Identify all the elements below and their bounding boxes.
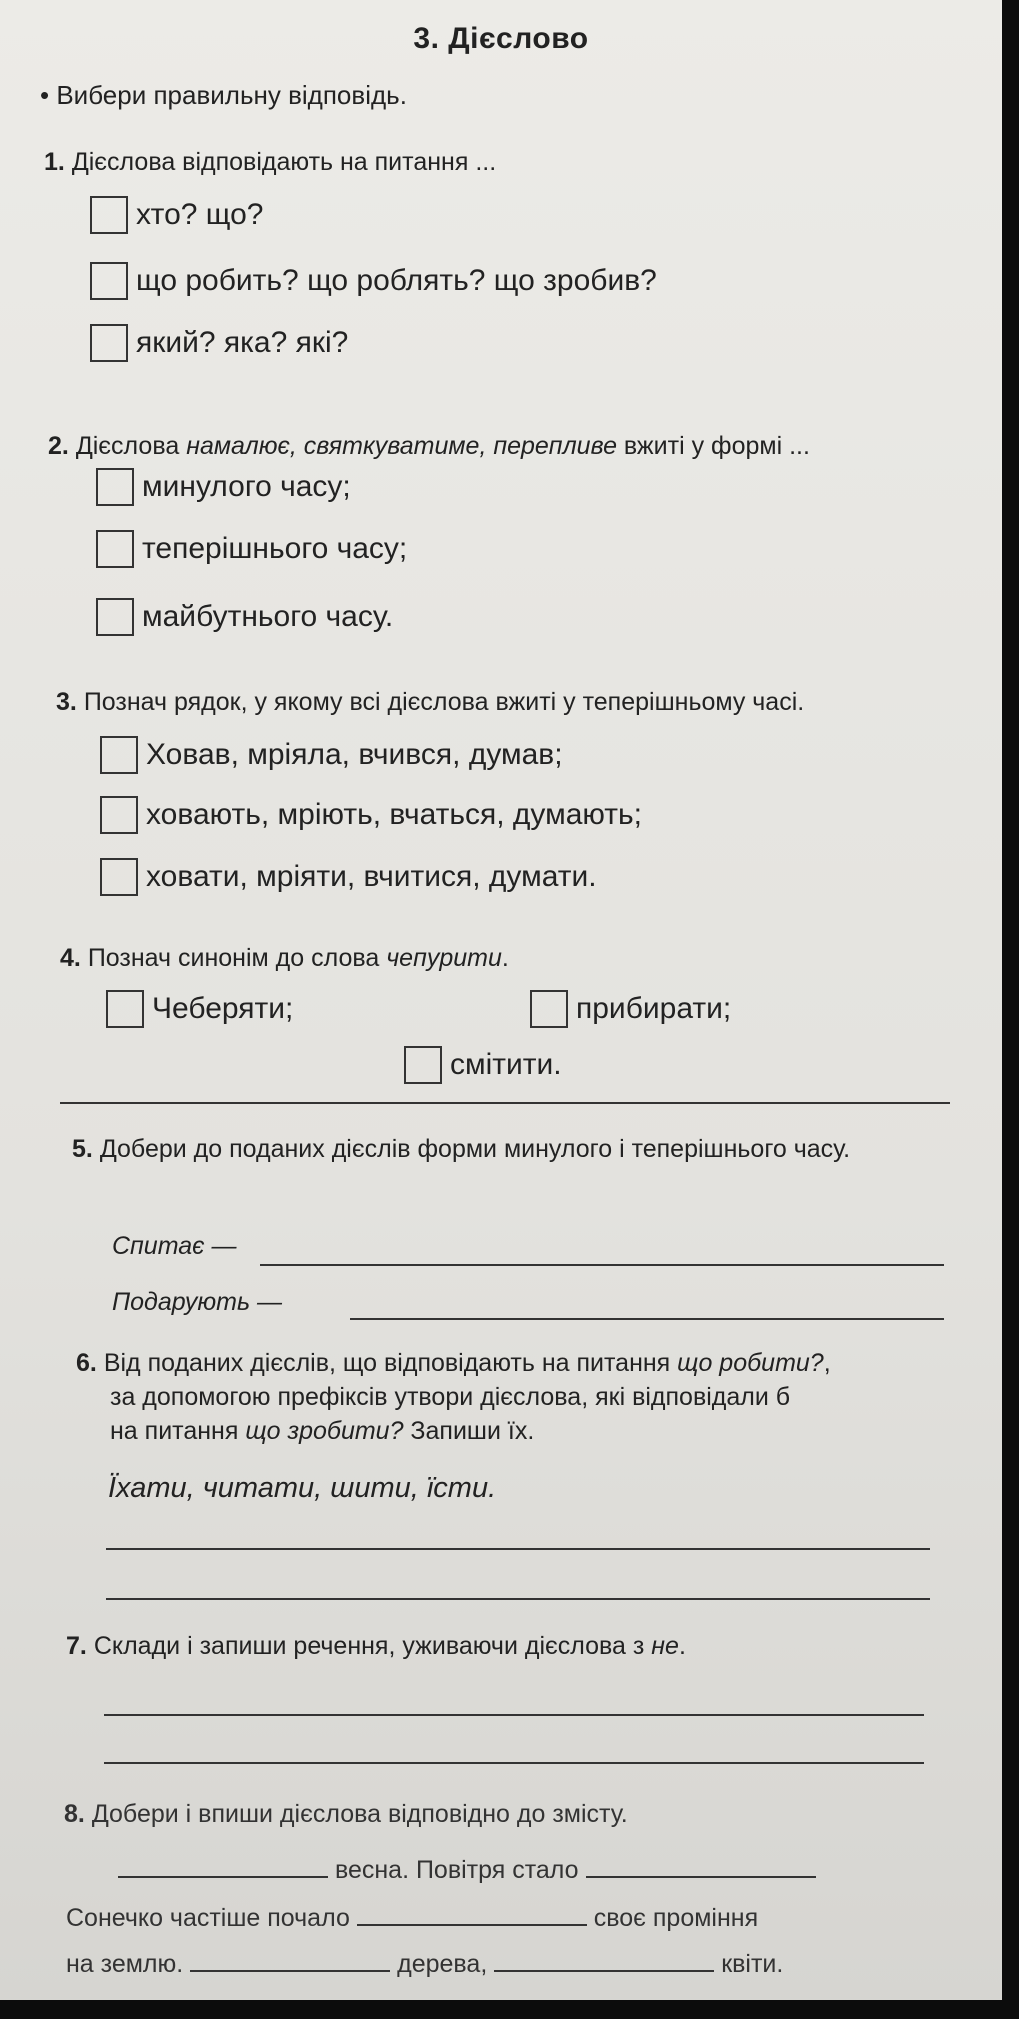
question-7	[66, 1632, 686, 1661]
checkbox[interactable]	[96, 598, 134, 636]
question-text: Добери і впиши дієслова відповідно до змісту.	[91, 1800, 628, 1828]
fill-blank[interactable]	[586, 1856, 816, 1878]
q6-answer-line-1[interactable]	[106, 1548, 930, 1550]
question-emphasis: чепурити	[386, 944, 502, 972]
q1-option-2[interactable]	[90, 262, 657, 300]
question-6	[76, 1346, 956, 1448]
fill-blank[interactable]	[357, 1904, 587, 1926]
question-text: Познач рядок, у якому всі дієслова вжиті у теперішньому часі.	[83, 688, 805, 716]
q2-option-2[interactable]	[96, 530, 407, 568]
question-5	[72, 1132, 952, 1166]
question-text: на питання	[110, 1417, 246, 1445]
q5-answer-line-1[interactable]	[260, 1264, 944, 1266]
checkbox[interactable]	[100, 858, 138, 896]
question-text-line-3	[76, 1414, 956, 1448]
checkbox[interactable]	[96, 530, 134, 568]
option-label: Чеберяти;	[152, 992, 294, 1025]
fill-text: дерева,	[397, 1950, 488, 1978]
option-label: прибирати;	[576, 992, 732, 1025]
q5-item-1: Спитає —	[112, 1232, 237, 1260]
checkbox[interactable]	[90, 196, 128, 234]
fill-text: своє проміння	[593, 1904, 759, 1932]
question-number: 7.	[66, 1632, 87, 1660]
q3-option-1[interactable]	[100, 736, 563, 774]
checkbox[interactable]	[404, 1046, 442, 1084]
option-label: що робить? що роблять? що зробив?	[136, 264, 657, 297]
q4-option-3[interactable]	[404, 1046, 562, 1084]
question-text-end: вжиті у формі ...	[616, 432, 810, 460]
q2-option-1[interactable]	[96, 468, 351, 506]
q6-answer-line-2[interactable]	[106, 1598, 930, 1600]
option-label: теперішнього часу;	[142, 532, 408, 565]
question-emphasis: що зробити?	[245, 1417, 404, 1445]
question-number: 5.	[72, 1135, 93, 1163]
question-8	[64, 1800, 628, 1829]
fill-text: Сонечко частіше почало	[66, 1904, 350, 1932]
question-number: 8.	[64, 1800, 85, 1828]
option-label: який? яка? які?	[136, 326, 349, 359]
option-label: ховати, мріяти, вчитися, думати.	[146, 860, 597, 893]
q1-option-1[interactable]	[90, 196, 264, 234]
q3-option-2[interactable]	[100, 796, 642, 834]
question-text: Дієслова	[75, 432, 187, 460]
option-label: смітити.	[450, 1048, 562, 1081]
question-emphasis: не	[651, 1632, 679, 1660]
question-emphasis: що робити?	[677, 1349, 824, 1377]
question-emphasis: намалює, святкуватиме, перепливе	[186, 432, 617, 460]
question-number: 6.	[76, 1349, 97, 1377]
q8-line-3	[66, 1950, 783, 1979]
dark-edge-bottom	[0, 2000, 1019, 2019]
checkbox[interactable]	[530, 990, 568, 1028]
question-text: Добери до поданих дієслів форми минулого і теперішнього часу.	[99, 1135, 851, 1163]
checkbox[interactable]	[100, 796, 138, 834]
question-number: 2.	[48, 432, 69, 460]
option-label: минулого часу;	[142, 470, 351, 503]
q7-answer-line-1[interactable]	[104, 1714, 924, 1716]
instruction: • Вибери правильну відповідь.	[40, 80, 407, 110]
question-text-end: .	[501, 944, 509, 972]
question-text: Дієслова відповідають на питання ...	[71, 148, 497, 176]
question-text: Склади і запиши речення, уживаючи дієслова з	[93, 1632, 652, 1660]
fill-text: весна. Повітря стало	[334, 1856, 579, 1884]
page-title: 3. Дієслово	[413, 22, 589, 55]
fill-blank[interactable]	[118, 1856, 328, 1878]
question-text-end: ,	[823, 1349, 831, 1377]
checkbox[interactable]	[90, 324, 128, 362]
q4-option-1[interactable]	[106, 990, 293, 1028]
option-label: майбутнього часу.	[142, 600, 394, 633]
q1-option-3[interactable]	[90, 324, 348, 362]
question-number: 1.	[44, 148, 65, 176]
q6-words: Їхати, читати, шити, їсти.	[108, 1472, 497, 1504]
q5-answer-line-2[interactable]	[350, 1318, 944, 1320]
checkbox[interactable]	[96, 468, 134, 506]
q8-line-2	[66, 1904, 758, 1933]
question-number: 3.	[56, 688, 77, 716]
option-label: ховають, мріють, вчаться, думають;	[146, 798, 642, 831]
question-text-line-2: за допомогою префіксів утвори дієслова, які відповідали б	[110, 1383, 791, 1411]
q2-option-3[interactable]	[96, 598, 393, 636]
question-text-end: .	[678, 1632, 686, 1660]
fill-text: квіти.	[721, 1950, 784, 1978]
option-label: хто? що?	[136, 198, 264, 231]
fill-blank[interactable]	[494, 1950, 714, 1972]
q3-option-3[interactable]	[100, 858, 597, 896]
question-text-line-1	[76, 1346, 956, 1380]
question-text-end: Запиши їх.	[403, 1417, 535, 1445]
dark-edge-right	[1002, 0, 1019, 2019]
checkbox[interactable]	[90, 262, 128, 300]
question-2	[48, 432, 810, 461]
q4-option-2[interactable]	[530, 990, 731, 1028]
q5-item-2: Подарують —	[112, 1288, 283, 1316]
question-number: 4.	[60, 944, 81, 972]
question-1	[44, 148, 496, 177]
option-label: Ховав, мріяла, вчився, думав;	[146, 738, 563, 771]
fill-text: на землю.	[66, 1950, 184, 1978]
question-text: Від поданих дієслів, що відповідають на питання	[103, 1349, 678, 1377]
question-4	[60, 944, 509, 973]
question-text: Познач синонім до слова	[87, 944, 387, 972]
q7-answer-line-2[interactable]	[104, 1762, 924, 1764]
section-divider	[60, 1102, 950, 1104]
checkbox[interactable]	[100, 736, 138, 774]
checkbox[interactable]	[106, 990, 144, 1028]
fill-blank[interactable]	[190, 1950, 390, 1972]
q8-line-1	[118, 1856, 816, 1885]
question-3	[56, 688, 804, 717]
